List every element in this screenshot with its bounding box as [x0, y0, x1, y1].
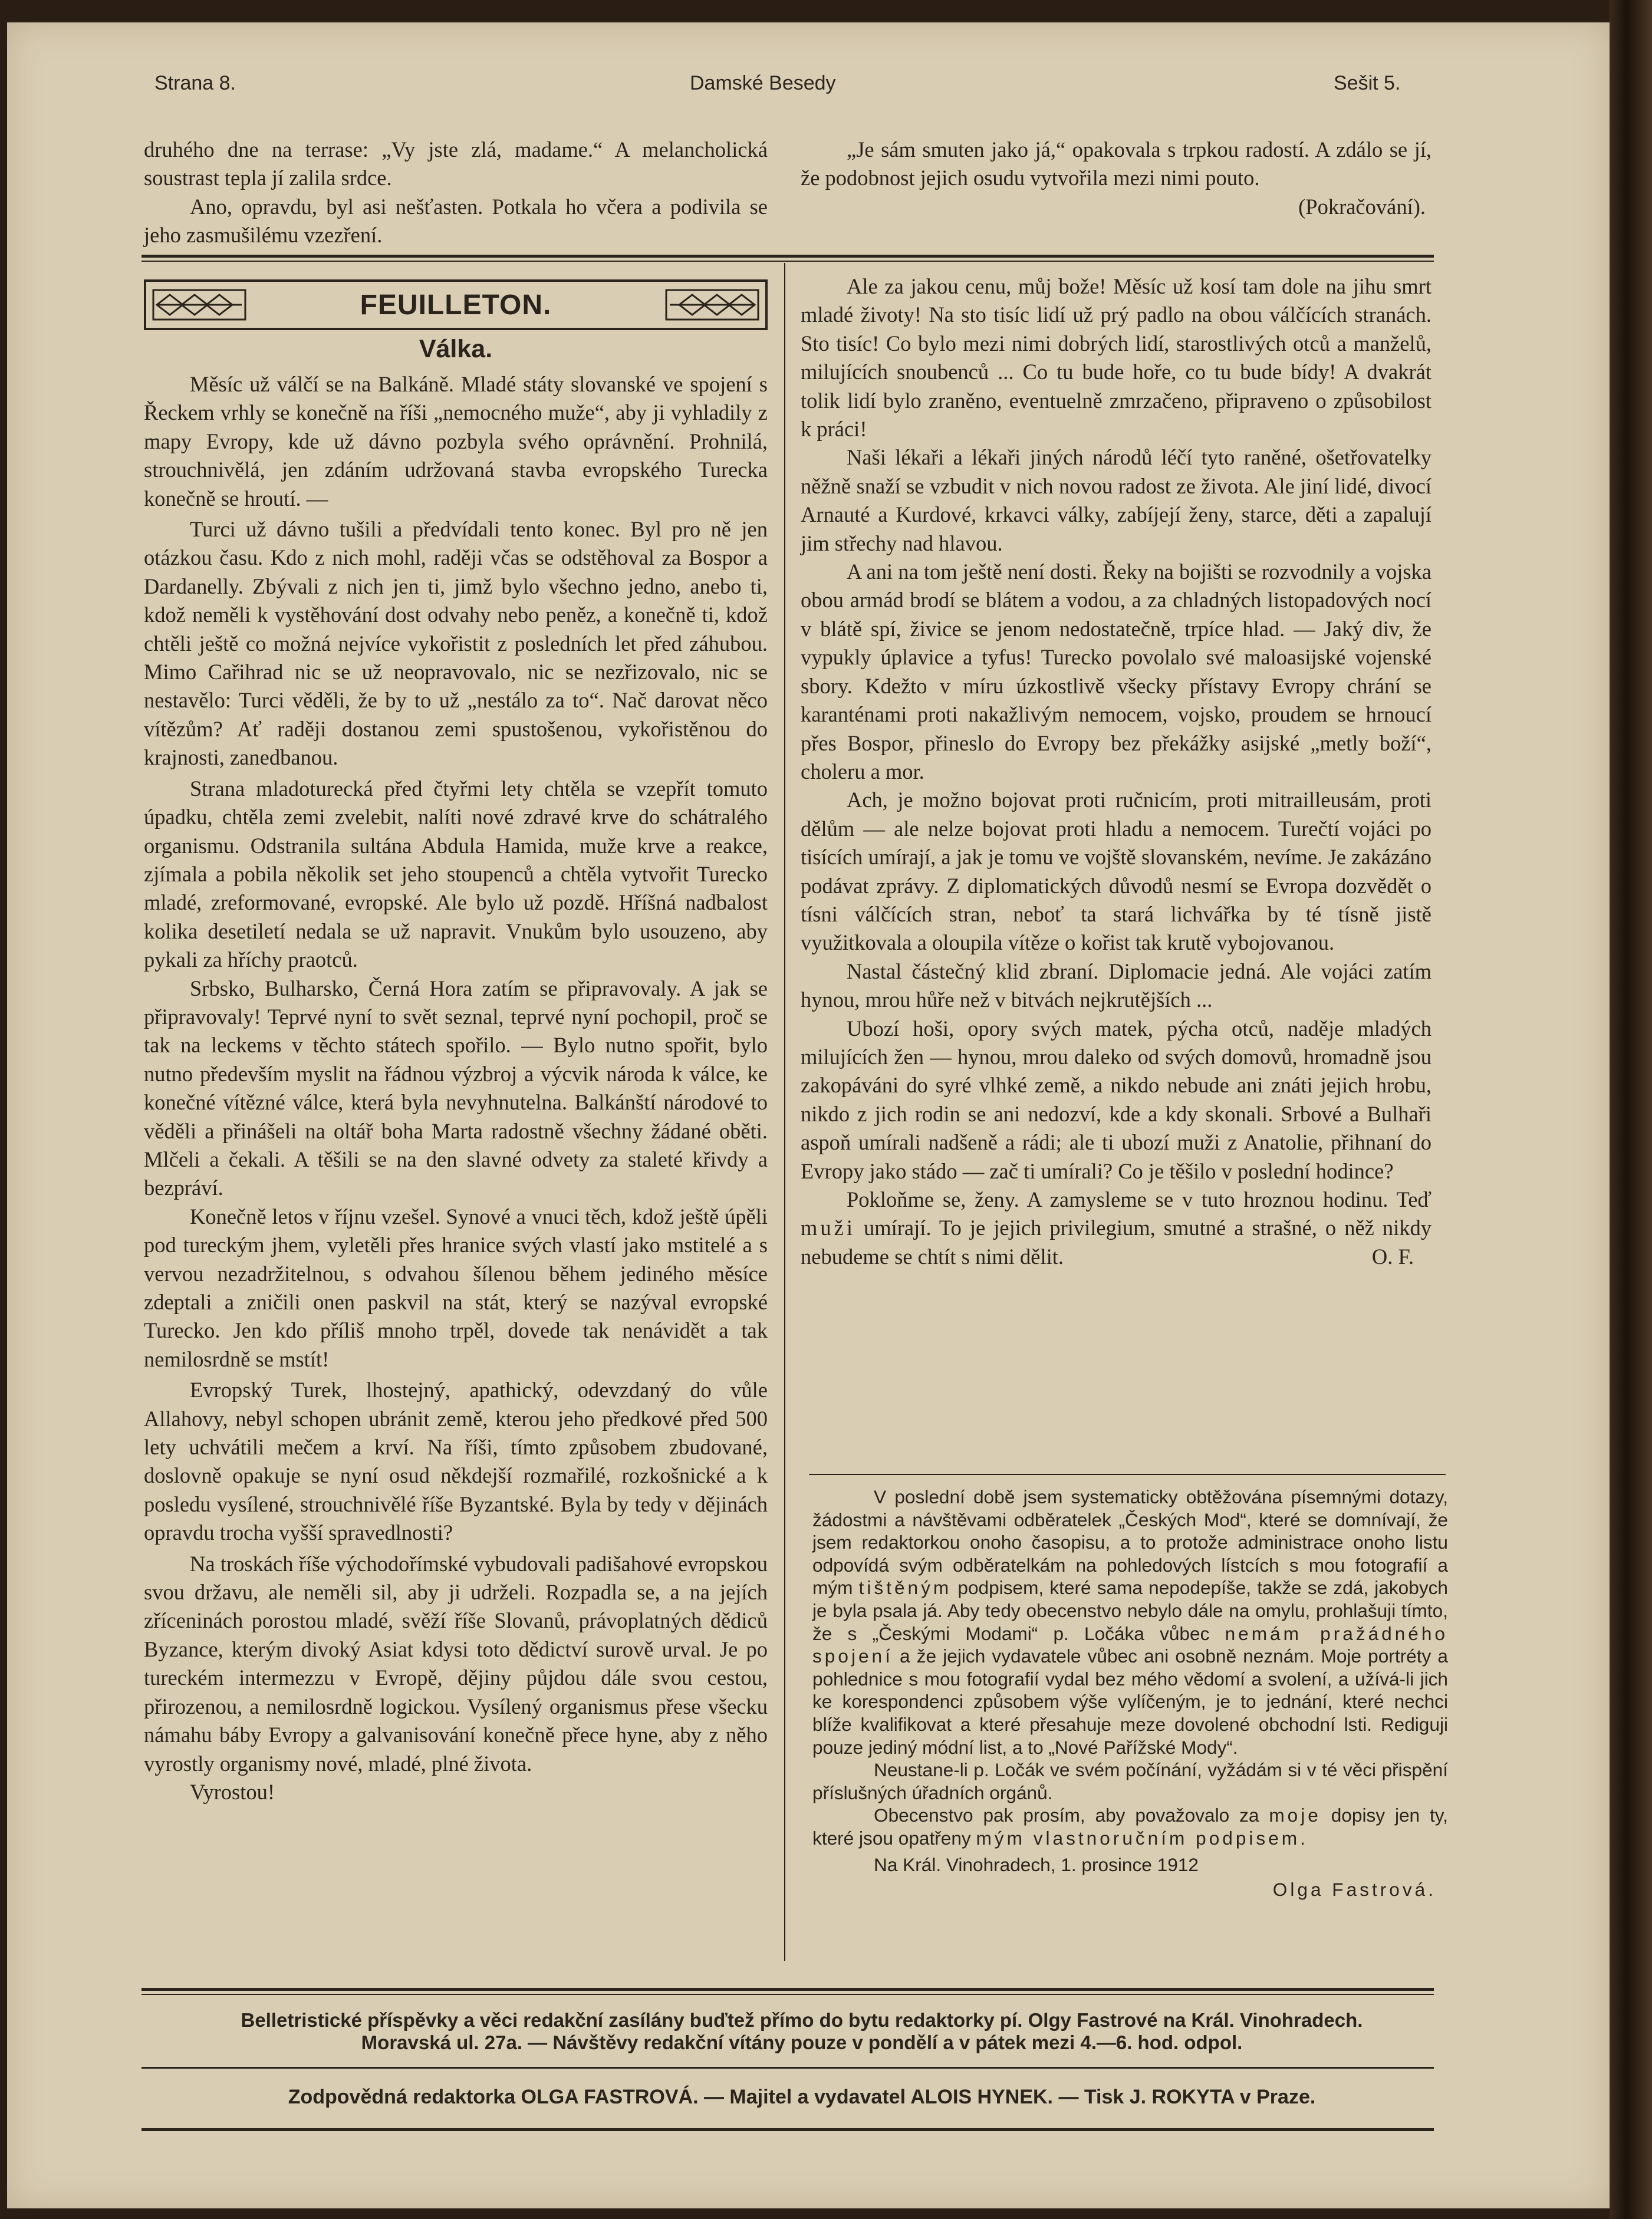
section-divider-thin	[141, 261, 1434, 262]
paragraph: Turci už dávno tušili a předvídali tento konec. Byl pro ně jen otázkou času. Kdo z nich mohl, raději včas se odstěhoval za Bospor a Dardanelly. Zbývali z nich jen ti, jimž bylo všechno jedno, anebo ti, kdož neměli k vystěhování dost odvahy nebo peněz, a konečně ti, kdož chtěli ještě co možná nejvíce vykořistit z posledních let před záhubou. Mimo Cařihrad nic se už neopravovalo, nic se nezřizovalo, nic se nestavělo: Turci věděli, že by to už „nestálo za to“. Nač darovat něco vítězům? Ať raději dostanou zemi spustošenou, vykořistěnou do krajnosti, zanedbanou.	[144, 517, 768, 770]
editorial-notice	[812, 1486, 1448, 1901]
issue-number: Sešit 5.	[1334, 72, 1401, 94]
story-continuation-left	[144, 136, 768, 250]
footer-divider	[141, 1988, 1434, 1991]
page-number: Strana 8.	[154, 72, 236, 94]
article-title: Válka.	[419, 335, 493, 363]
text-run-spaced: tištěným	[858, 1577, 952, 1599]
imprint: Zodpovědná redaktorka OLGA FASTROVÁ. — Majitel a vydavatel ALOIS HYNEK. — Tisk J. ROKYTA v Praze.	[288, 2086, 1316, 2108]
paragraph: druhého dne na terrase: „Vy jste zlá, madame.“ A melancholická soustrast tepla jí zalila srdce.	[144, 137, 768, 190]
paragraph: Srbsko, Bulharsko, Černá Hora zatím se připravovaly. A jak se připravovaly! Teprvé nyní to svět seznal, teprvé nyní pochopil, proč se tak na leckems v těchto státech spořilo. — Bylo nutno spořit, bylo nutno především myslit na řádnou výzbroj a výcvik národa k válce, ke konečné vítězné válce, která byla nevyhnutelna. Balkánští národové to věděli a přinášeli na oltář boha Marta radostně všechny žádané oběti. Mlčeli a čekali. A těšili se na den slavné odvety za staleté křivdy a bezpráví.	[144, 976, 768, 1200]
paragraph: A ani na tom ještě není dosti. Řeky na bojišti se rozvodnily a vojska obou armád brodí se blátem a vodou, a za chladných listopadových nocí v blátě spí, živice se jenom nedostatečně, trpíce hlad. — Jaký div, že vypukly úplavice a tyfus! Turecko povolalo své maloasijské vojenské sbory. Kdežto v míru úzkostlivě všecky přístavy Evropy chrání se karanténami proti nakažlivým nemocem, vojsko, proudem se hrnoucí přes Bospor, přineslo do Evropy bez překážky asijské „metly boží“, choleru a mor.	[801, 559, 1431, 783]
paragraph: Strana mladoturecká před čtyřmi lety chtěla se vzepřít tomuto úpadku, chtěla zemi zvelebit, nalíti nové zdravé krve do schátralého organismu. Odstranila sultána Abdula Hamida, muže krve a reakce, zjímala a pobila několik set jeho stoupenců a chtěla vytvořit Turecko mladé, zreformované, evropské. Ale bylo už pozdě. Hříšná nadbalost kolika desetiletí nedala se už napravit. Vnukům bylo usouzeno, aby pykali za hříchy praotců.	[144, 776, 768, 972]
paragraph: Nastal částečný klid zbraní. Diplomacie jedná. Ale vojáci zatím hynou, mrou hůře než v bitvách nejkrutějších ...	[801, 959, 1431, 1012]
text-run-spaced: mým vlastnoručním podpisem.	[976, 1827, 1308, 1849]
imprint-bottom-divider	[141, 2128, 1434, 2131]
text-run: Obecenstvo pak prosím, aby považovalo za	[874, 1805, 1269, 1826]
notice-paragraph: Neustane-li p. Ločák ve svém počínání, vyžádám si v té věci přispění příslušných úřadních orgánů.	[812, 1759, 1448, 1803]
journal-title: Damské Besedy	[690, 72, 836, 94]
article-right-column	[801, 272, 1431, 1272]
paragraph: Ubozí hoši, opory svých matek, pýcha otců, naděje mladých milujících žen — hynou, mrou daleko od svých domovů, hromadně jsou zakopáváni do syré vlhké země, a nikdo nebude ani znáti jejich hrobu, nikdo z jich rodin se ani nedozví, kde a kdy skonali. Srbové a Bulhaři aspoň umírali nadšeně a rádi; ale ti ubozí muži z Anatolie, přihnaní do Evropy jako stádo — zač ti umírali? Co je těšilo v poslední hodince?	[801, 1016, 1431, 1183]
text-run: dopisy jen ty, které jsou opatřeny	[812, 1805, 1449, 1849]
submission-line-2: Moravská ul. 27a. — Návštěvy redakční vítány pouze v pondělí a v pátek mezi 4.—6. hod. odpol.	[361, 2032, 1243, 2053]
text-run: Pokloňme se, ženy. A zamysleme se v tuto hroznou hodinu. Teď	[847, 1187, 1431, 1211]
paragraph: Vyrostou!	[190, 1779, 275, 1804]
text-run-spaced: nemám pražádného spojení	[812, 1622, 1449, 1667]
paragraph: Naši lékaři a lékaři jiných národů léčí tyto raněné, ošetřovatelky něžně snaží se vzbudit v nich novou radost ze života. Ale jiní lidé, divocí Arnauté a Kurdové, krkavci války, zabíjejí ženy, starce, děti a zapalují jim střechy nad hlavou.	[801, 445, 1431, 555]
text-run: V poslední době jsem systematicky obtěžována písemnými dotazy, žádostmi a návštěvami odběratelek „Českých Mod“, které se domnívají, že jsem redaktorkou onoho časopisu, a to protože administrace onoho listu odpovídá svým odběratelkám na pohledových lístcích s mou fotografií a mým	[812, 1486, 1448, 1599]
article-signature: O. F.	[1371, 1245, 1414, 1269]
column-divider	[784, 263, 785, 1961]
footer-divider-thin	[141, 1994, 1434, 1995]
text-run: podpisem, které sama nepodepíše, takže se zdá, jakobych je byla psala já. Aby tedy obecenstvo nebylo dále na omylu, prohlašuji tímto, že s „Českými Modami“ p. Ločáka vůbec	[812, 1577, 1448, 1644]
ornament-right-icon	[665, 289, 759, 321]
notice-paragraph	[812, 1486, 1448, 1759]
submission-line-1: Belletristické příspěvky a věci redakční zasílány buďtež přímo do bytu redaktorky pí. Olgy Fastrové na Král. Vinohradech.	[241, 2009, 1363, 2031]
imprint-divider	[141, 2067, 1434, 2069]
notice-signature: Olga Fastrová.	[1272, 1879, 1436, 1901]
ornament-left-icon	[152, 289, 246, 321]
story-continuation-right	[801, 136, 1431, 221]
text-run: a že jejich vydavatele vůbec ani osobně neznám. Moje portréty a pohlednice s mou fotografií vydal bez mého vědomí a svolení, a užívá-li jich ke korespondenci způsobem výše vylíčeným, je to jednání, které nechci blíže kvalifikovat a které přesahuje meze dovolené obchodní lsti. Rediguji pouze jediný módní list, a to „Nové Pařížské Mody“.	[812, 1645, 1448, 1758]
text-run-spaced: muži	[801, 1216, 855, 1240]
notice-date: Na Král. Vinohradech, 1. prosince 1912	[874, 1853, 1199, 1875]
paragraph: Měsíc už válčí se na Balkáně. Mladé státy slovanské ve spojení s Řeckem vrhly se konečně na říši „nemocného muže“, aby ji vyhladily z mapy Evropy, kde už dávno pozbyla svého oprávnění. Prohnilá, strouchnivělá, jen zdáním udržovaná stavba evropského Turecka konečně se hroutí. —	[144, 372, 768, 511]
submission-note	[159, 2009, 1444, 2054]
text-run-spaced: moje	[1269, 1805, 1321, 1826]
feuilleton-title: FEUILLETON.	[360, 289, 552, 321]
paragraph: Ach, je možno bojovat proti ručnicím, proti mitrailleusám, proti dělům — ale nelze bojovat proti hladu a nemocem. Turečtí vojáci po tisících umírají, a jak je tomu ve vojště slovanském, nevíme. Je zakázáno podávat zprávy. Z diplomatických důvodů nesmí se Evropa dozvědět o tísni válčících stran, neboť ta stará lichvářka by té tísně jistě využitkovala a oloupila vítěze o kořist tak krutě vybojovanou.	[801, 788, 1431, 955]
article-left-column	[144, 370, 768, 1806]
section-divider	[141, 255, 1434, 258]
paragraph: Konečně letos v říjnu vzešel. Synové a vnuci těch, kdož ještě úpěli pod tureckým jhem, vyletěli přes hranice svých vlastí jako mstitelé a s vervou nezadržitelnou, s odvahou šílenou během jediného měsíce zdeptali a zničili onen paskvil na stát, který se nazýval evropské Turecko. Jen kdo příliš mnoho trpěl, dovede tak nenávidět a tak nemilosrdně se mstít!	[144, 1204, 768, 1371]
notice-paragraph	[812, 1804, 1448, 1849]
paragraph: Ano, opravdu, byl asi nešťasten. Potkala ho včera a podivila se jeho zasmušilému vzezření.	[144, 194, 768, 248]
paragraph: Evropský Turek, lhostejný, apathický, odevzdaný do vůle Allahovy, nebyl schopen ubránit země, kterou jeho předkové před 500 lety uchvátili mečem a krví. Na říši, tímto způsobem zbudované, doslovně opakuje se nyní osud někdejší rozmařilé, rozkošnické a k posledu vysílené, strouchnivělé říše Byzantské. Byla by tedy v dějinách opravdu trocha vyšší spravedlnosti?	[144, 1378, 768, 1545]
notice-divider	[809, 1474, 1446, 1475]
paragraph: Ale za jakou cenu, můj bože! Měsíc už kosí tam dole na jihu smrt mladé životy! Na sto tisíc lidí už prý padlo na obou válčících stranách. Sto tisíc! Co bylo mezi nimi dobrých lidí, starostlivých otců a manželů, milujících snoubenců ... Co tu bude hoře, co tu bude bídy! A dvakrát tolik lidí bylo zraněno, eventuelně zmrzačeno, připraveno o způsobilost k práci!	[801, 274, 1431, 442]
feuilleton-banner	[144, 279, 768, 330]
paragraph: „Je sám smuten jako já,“ opakovala s trpkou radostí. A zdálo se jí, že podobnost jejich osudu vytvořila mezi nimi pouto.	[801, 137, 1431, 190]
paragraph: Na troskách říše východořímské vybudovali padišahové evropskou svou državu, ale neměli sil, aby ji udrželi. Rozpadla se, a na jejích zříceninách porostou mladé, svěží říše Slovanů, právoplatných dědiců Byzance, kterým divoký Asiat kdysi toto dědictví surově urval. Je po tureckém intermezzu v Evropě, dějiny půjdou dále svou cestou, přirozenou, a nemilosrdně logickou. Vysílený organismus přese všecku námahu báby Evropy a galvanisování konečně přece hyne, aby z něho vyrostly organismy nové, mladé, plné života.	[144, 1551, 768, 1776]
book-binding-edge	[1610, 0, 1652, 2219]
text-run: umírají. To je jejich privilegium, smutné a strašné, o něž nikdy nebudeme se chtít s nimi dělit.	[801, 1216, 1431, 1269]
continued-note: (Pokračování).	[1298, 194, 1426, 219]
